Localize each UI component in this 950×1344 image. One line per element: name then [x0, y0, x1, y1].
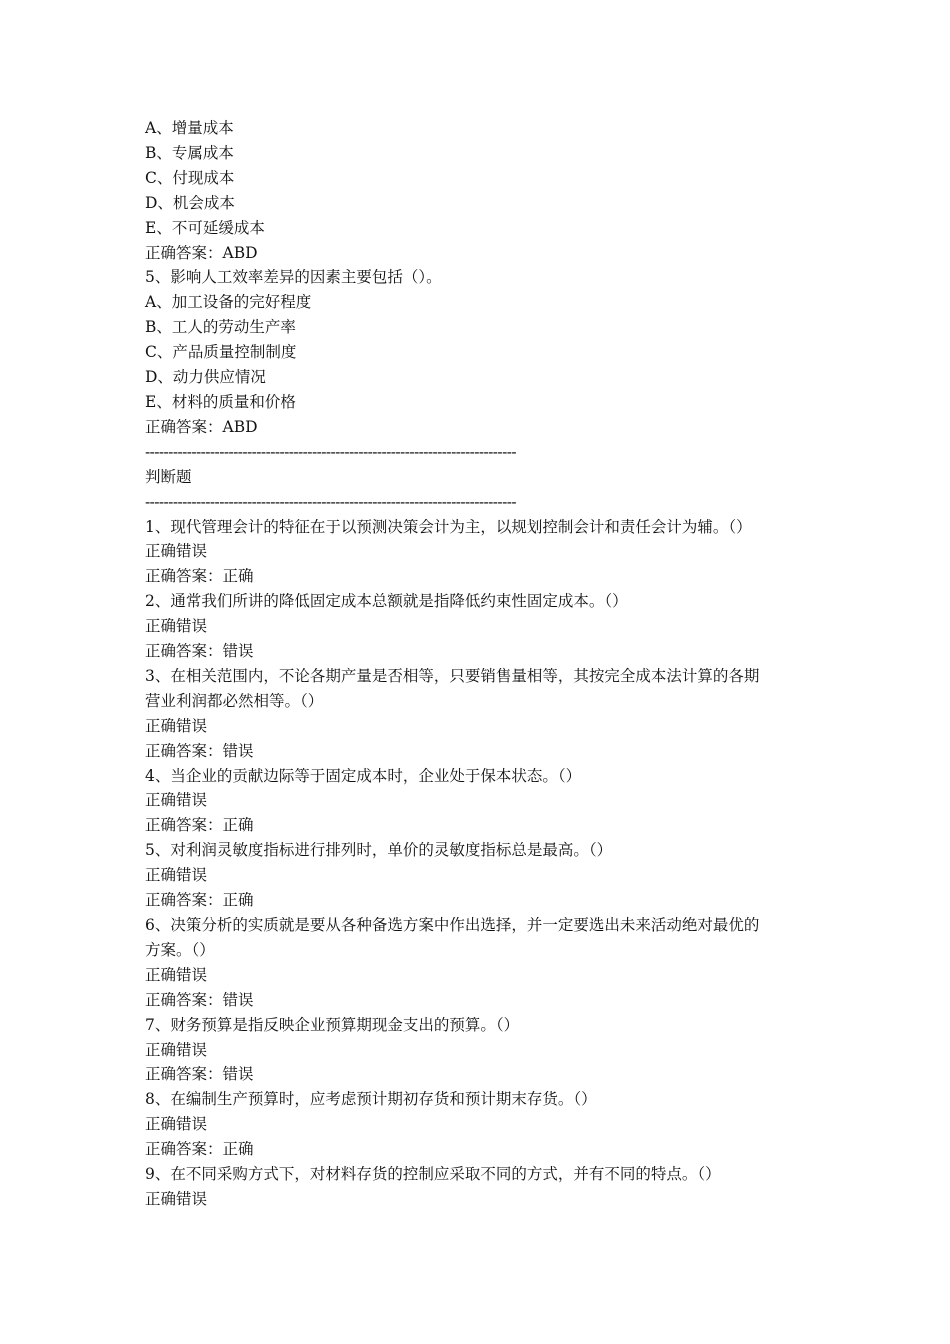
answer-line: 正确答案：ABD — [145, 243, 258, 262]
question-line: 4、当企业的贡献边际等于固定成本时，企业处于保本状态。（） — [145, 766, 582, 785]
question-line: 3、在相关范围内，不论各期产量是否相等，只要销售量相等，其按完全成本法计算的各期 — [145, 666, 760, 685]
question-line: 5、影响人工效率差异的因素主要包括（）。 — [145, 268, 442, 287]
option-line: D、机会成本 — [145, 193, 235, 212]
option-line: A、加工设备的完好程度 — [145, 293, 312, 312]
option-line: B、专属成本 — [145, 143, 234, 162]
option-line: B、工人的劳动生产率 — [145, 318, 296, 337]
document-body — [145, 116, 825, 1212]
choices-line: 正确错误 — [145, 617, 208, 636]
choices-line: 正确错误 — [145, 866, 208, 885]
question-line: 6、决策分析的实质就是要从各种备选方案中作出选择，并一定要选出未来活动绝对最优的 — [145, 916, 760, 934]
option-line: E、材料的质量和价格 — [145, 392, 296, 411]
question-line-continued: 营业利润都必然相等。（） — [145, 691, 324, 710]
question-line: 8、在编制生产预算时，应考虑预计期初存货和预计期末存货。（） — [145, 1090, 597, 1109]
question-line: 9、在不同采购方式下，对材料存货的控制应采取不同的方式，并有不同的特点。（） — [145, 1165, 721, 1184]
choices-line: 正确错误 — [145, 716, 208, 735]
option-line: D、动力供应情况 — [145, 368, 266, 387]
separator-line: -------------------------------------------------------------------------------- — [145, 442, 516, 461]
answer-line: 正确答案：正确 — [145, 1140, 254, 1159]
answer-line: 正确答案：错误 — [145, 642, 254, 661]
section-heading: 判断题 — [145, 467, 192, 486]
choices-line: 正确错误 — [145, 542, 208, 561]
question-line: 1、现代管理会计的特征在于以预测决策会计为主，以规划控制会计和责任会计为辅。（） — [145, 517, 752, 536]
answer-line: 正确答案：错误 — [145, 990, 254, 1009]
question-line-continued: 方案。（） — [145, 940, 215, 959]
answer-line: 正确答案：正确 — [145, 567, 254, 586]
choices-line: 正确错误 — [145, 791, 208, 810]
option-line: C、产品质量控制制度 — [145, 343, 297, 362]
choices-line: 正确错误 — [145, 1040, 208, 1059]
answer-line: 正确答案：ABD — [145, 417, 258, 436]
option-line: A、增量成本 — [145, 119, 234, 137]
choices-line: 正确错误 — [145, 1189, 208, 1208]
answer-line: 正确答案：正确 — [145, 816, 254, 835]
option-line: E、不可延缓成本 — [145, 218, 265, 237]
answer-line: 正确答案：错误 — [145, 741, 254, 760]
choices-line: 正确错误 — [145, 1115, 208, 1134]
answer-line: 正确答案：正确 — [145, 891, 254, 910]
separator-line: -------------------------------------------------------------------------------- — [145, 492, 516, 511]
choices-line: 正确错误 — [145, 965, 208, 984]
question-line: 5、对利润灵敏度指标进行排列时，单价的灵敏度指标总是最高。（） — [145, 841, 613, 860]
question-line: 7、财务预算是指反映企业预算期现金支出的预算。（） — [145, 1015, 520, 1034]
option-line: C、付现成本 — [145, 168, 235, 187]
question-line: 2、通常我们所讲的降低固定成本总额就是指降低约束性固定成本。（） — [145, 592, 628, 611]
answer-line: 正确答案：错误 — [145, 1065, 254, 1084]
